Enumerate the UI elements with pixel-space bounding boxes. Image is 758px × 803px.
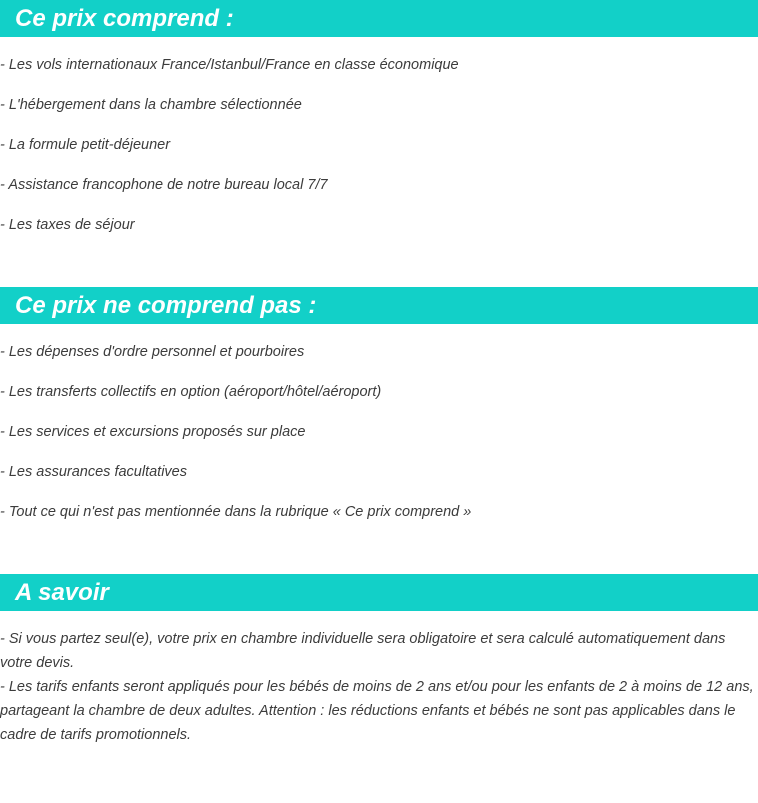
list-item: - Les transferts collectifs en option (aéroport/hôtel/aéroport): [0, 384, 382, 400]
section-header-info: A savoir: [0, 574, 758, 611]
list-item: - Les vols internationaux France/Istanbul/France en classe économique: [0, 57, 459, 73]
section-header-included: Ce prix comprend :: [0, 0, 758, 37]
included-list: [0, 56, 758, 256]
excluded-list: [0, 343, 758, 543]
list-item: - Assistance francophone de notre bureau local 7/7: [0, 177, 328, 193]
section-header-excluded: Ce prix ne comprend pas :: [0, 287, 758, 324]
list-item: - La formule petit-déjeuner: [0, 137, 171, 153]
list-item: - Les dépenses d'ordre personnel et pourboires: [0, 344, 305, 360]
list-item: - Tout ce qui n'est pas mentionnée dans la rubrique « Ce prix comprend »: [0, 504, 472, 520]
info-paragraph: - Les tarifs enfants seront appliqués pour les bébés de moins de 2 ans et/ou pour les enfants de 2 à moins de 12 ans, partageant la chambre de deux adultes. Attention : les réductions enfants et bébés ne sont pas applicables dans le cadre de tarifs promotionnels.: [0, 679, 754, 743]
list-item: - Les taxes de séjour: [0, 217, 135, 233]
list-item: - L'hébergement dans la chambre sélectionnée: [0, 97, 302, 113]
list-item: - Les services et excursions proposés sur place: [0, 424, 306, 440]
info-paragraphs: [0, 627, 756, 747]
list-item: - Les assurances facultatives: [0, 464, 187, 480]
info-paragraph: - Si vous partez seul(e), votre prix en chambre individuelle sera obligatoire et sera calculé automatiquement dans votre devis.: [0, 631, 726, 671]
